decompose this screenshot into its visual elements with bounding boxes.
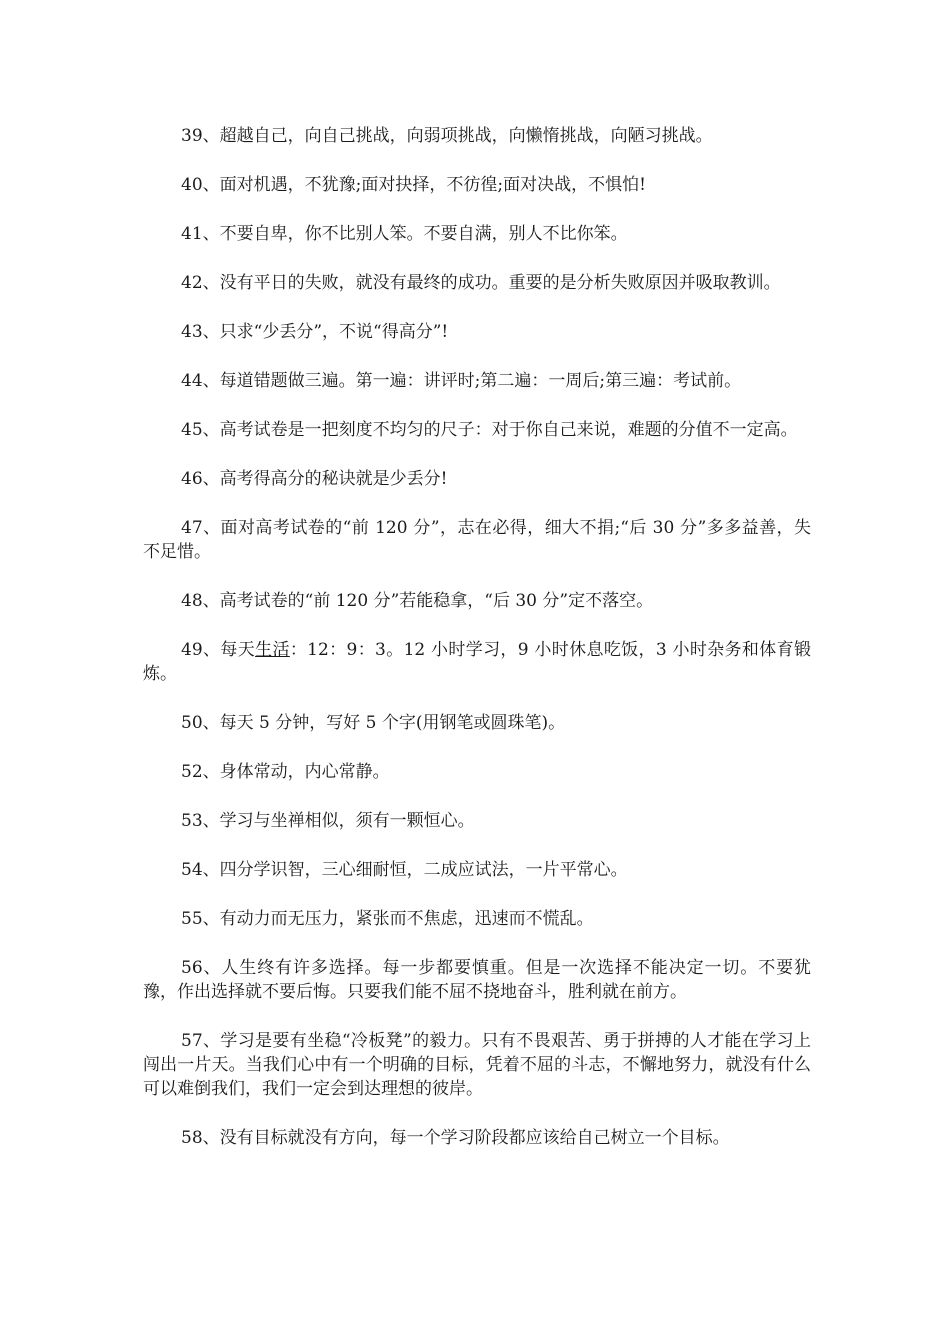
paragraph-39: 39、超越自己，向自己挑战，向弱项挑战，向懒惰挑战，向陋习挑战。 (181, 126, 713, 146)
paragraph-58: 58、没有目标就没有方向，每一个学习阶段都应该给自己树立一个目标。 (181, 1128, 730, 1148)
paragraph-55: 55、有动力而无压力，紧张而不焦虑，迅速而不慌乱。 (181, 909, 594, 929)
paragraph-44: 44、每道错题做三遍。第一遍：讲评时;第二遍：一周后;第三遍：考试前。 (181, 371, 742, 391)
paragraph-56: 56、人生终有许多选择。每一步都要慎重。但是一次选择不能决定一切。不要犹豫，作出选择就不要后悔。只要我们能不屈不挠地奋斗，胜利就在前方。 (143, 958, 811, 1002)
paragraph-45: 45、高考试卷是一把刻度不均匀的尺子：对于你自己来说，难题的分值不一定高。 (181, 420, 798, 440)
paragraph-42: 42、没有平日的失败，就没有最终的成功。重要的是分析失败原因并吸取教训。 (181, 273, 781, 293)
paragraph-47: 47、面对高考试卷的“前 120 分”，志在必得，细大不捐;“后 30 分”多多益善，失不足惜。 (143, 518, 811, 562)
paragraph-49-prefix: 49、每天 (181, 640, 256, 660)
document-body (143, 124, 811, 1175)
paragraph-40: 40、面对机遇，不犹豫;面对抉择，不彷徨;面对决战，不惧怕! (181, 175, 646, 195)
paragraph-52: 52、身体常动，内心常静。 (181, 762, 390, 782)
paragraph-50: 50、每天 5 分钟，写好 5 个字(用钢笔或圆珠笔)。 (181, 713, 566, 733)
paragraph-54: 54、四分学识智，三心细耐恒，二成应试法，一片平常心。 (181, 860, 628, 880)
underlined-link-text[interactable]: 生活 (255, 640, 290, 660)
paragraph-48: 48、高考试卷的“前 120 分”若能稳拿，“后 30 分”定不落空。 (181, 591, 654, 611)
paragraph-57: 57、学习是要有坐稳“冷板凳”的毅力。只有不畏艰苦、勇于拼搏的人才能在学习上闯出一片天。当我们心中有一个明确的目标，凭着不屈的斗志，不懈地努力，就没有什么可以难倒我们，我们一定会到达理想的彼岸。 (143, 1031, 811, 1099)
paragraph-53: 53、学习与坐禅相似，须有一颗恒心。 (181, 811, 475, 831)
paragraph-41: 41、不要自卑，你不比别人笨。不要自满，别人不比你笨。 (181, 224, 628, 244)
paragraph-49-suffix: ：12：9：3。12 小时学习，9 小时休息吃饭，3 小时杂务和体育锻炼。 (143, 640, 811, 684)
paragraph-49 (143, 638, 811, 686)
paragraph-46: 46、高考得高分的秘诀就是少丢分! (181, 469, 448, 489)
paragraph-43: 43、只求“少丢分”，不说“得高分”! (181, 322, 449, 342)
